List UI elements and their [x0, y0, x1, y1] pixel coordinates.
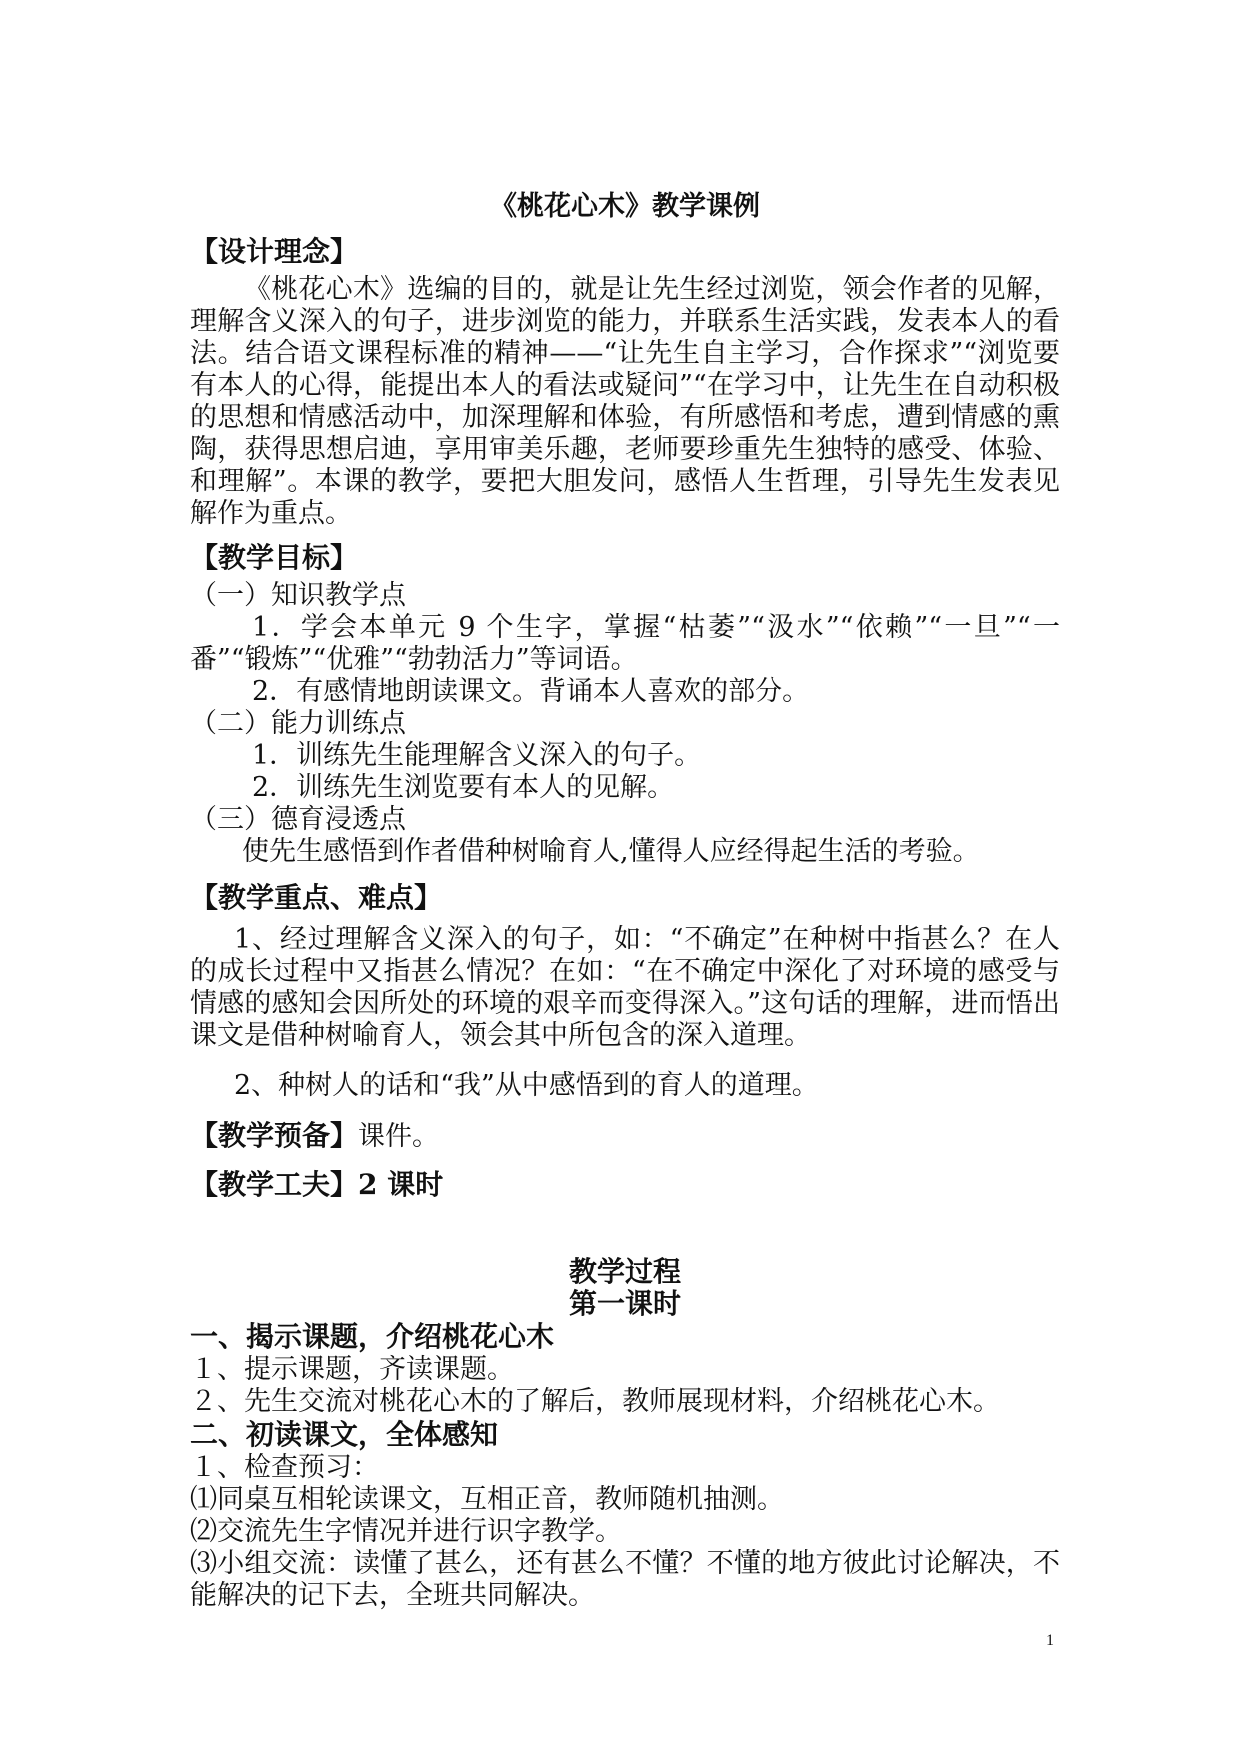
knowledge-item-1: 1．学会本单元 9 个生字，掌握“枯萎”“汲水”“依赖”“一旦”“一番”“锻炼”“优雅”“勃勃活力”等词语。: [190, 612, 1060, 675]
prep-line: [190, 1116, 1060, 1157]
knowledge-label: （一）知识教学点: [190, 580, 406, 611]
prep-text: 课件。: [358, 1121, 440, 1152]
process-lesson: 第一课时: [568, 1287, 681, 1320]
page-number: 1: [1046, 1632, 1054, 1649]
part2-heading: 二、初读课文，全体感知: [190, 1418, 499, 1451]
part2-sub-3: ⑶小组交流：读懂了甚么，还有甚么不懂？不懂的地方彼此讨论解决，不能解决的记下去，全班共同解决。: [190, 1548, 1060, 1611]
part2-sub-1: ⑴同桌互相轮读课文，互相正音，教师随机抽测。: [190, 1484, 784, 1515]
keypoints-heading: 【教学重点、难点】: [190, 881, 443, 914]
moral-text: 使先生感悟到作者借种树喻育人,懂得人应经得起生活的考验。: [242, 836, 980, 867]
part2-sub-2: ⑵交流先生字情况并进行识字教学。: [190, 1516, 622, 1547]
knowledge-item-2: 2．有感情地朗读课文。背诵本人喜欢的部分。: [252, 676, 810, 707]
part1-item-2: ２、先生交流对桃花心木的了解后，教师展现材料，介绍桃花心木。: [190, 1386, 1000, 1417]
ability-item-2: 2．训练先生浏览要有本人的见解。: [252, 772, 675, 803]
design-heading: 【设计理念】: [190, 235, 359, 268]
goals-heading: 【教学目标】: [190, 541, 359, 574]
moral-label: （三）德育浸透点: [190, 804, 406, 835]
time-line: [190, 1165, 1060, 1206]
time-text: 2 课时: [358, 1168, 444, 1201]
ability-item-1: 1．训练先生能理解含义深入的句子。: [252, 740, 702, 771]
keypoints-item-2: 2、种树人的话和“我”从中感悟到的育人的道理。: [234, 1070, 819, 1101]
keypoints-item-1: 1、经过理解含义深入的句子，如：“不确定”在种树中指甚么？在人的成长过程中又指甚么情况？在如：“在不确定中深化了对环境的感受与情感的感知会因所处的环境的艰辛而变得深入。”这句话的理解，进而悟出课文是借种树喻育人，领会其中所包含的深入道理。: [190, 924, 1060, 1051]
design-paragraph: 《桃花心木》选编的目的，就是让先生经过浏览，领会作者的见解，理解含义深入的句子，进步浏览的能力，并联系生活实践，发表本人的看法。结合语文课程标准的精神——“让先生自主学习，合作探求”“浏览要有本人的心得，能提出本人的看法或疑问”“在学习中，让先生在自动积极的思想和情感活动中，加深理解和体验，有所感悟和考虑，遭到情感的熏陶，获得思想启迪，享用审美乐趣，老师要珍重先生独特的感受、体验、和理解”。本课的教学，要把大胆发问，感悟人生哲理，引导先生发表见解作为重点。: [190, 274, 1060, 529]
part2-item-1: １、检查预习：: [190, 1452, 379, 1483]
document-body: [190, 190, 1060, 1612]
process-title: 教学过程: [568, 1255, 681, 1288]
time-heading: 【教学工夫】: [190, 1168, 359, 1201]
ability-label: （二）能力训练点: [190, 708, 406, 739]
prep-heading: 【教学预备】: [190, 1119, 359, 1152]
part1-item-1: １、提示课题，齐读课题。: [190, 1354, 514, 1385]
part1-heading: 一、揭示课题，介绍桃花心木: [190, 1320, 555, 1353]
document-title: 《桃花心木》教学课例: [490, 191, 760, 222]
